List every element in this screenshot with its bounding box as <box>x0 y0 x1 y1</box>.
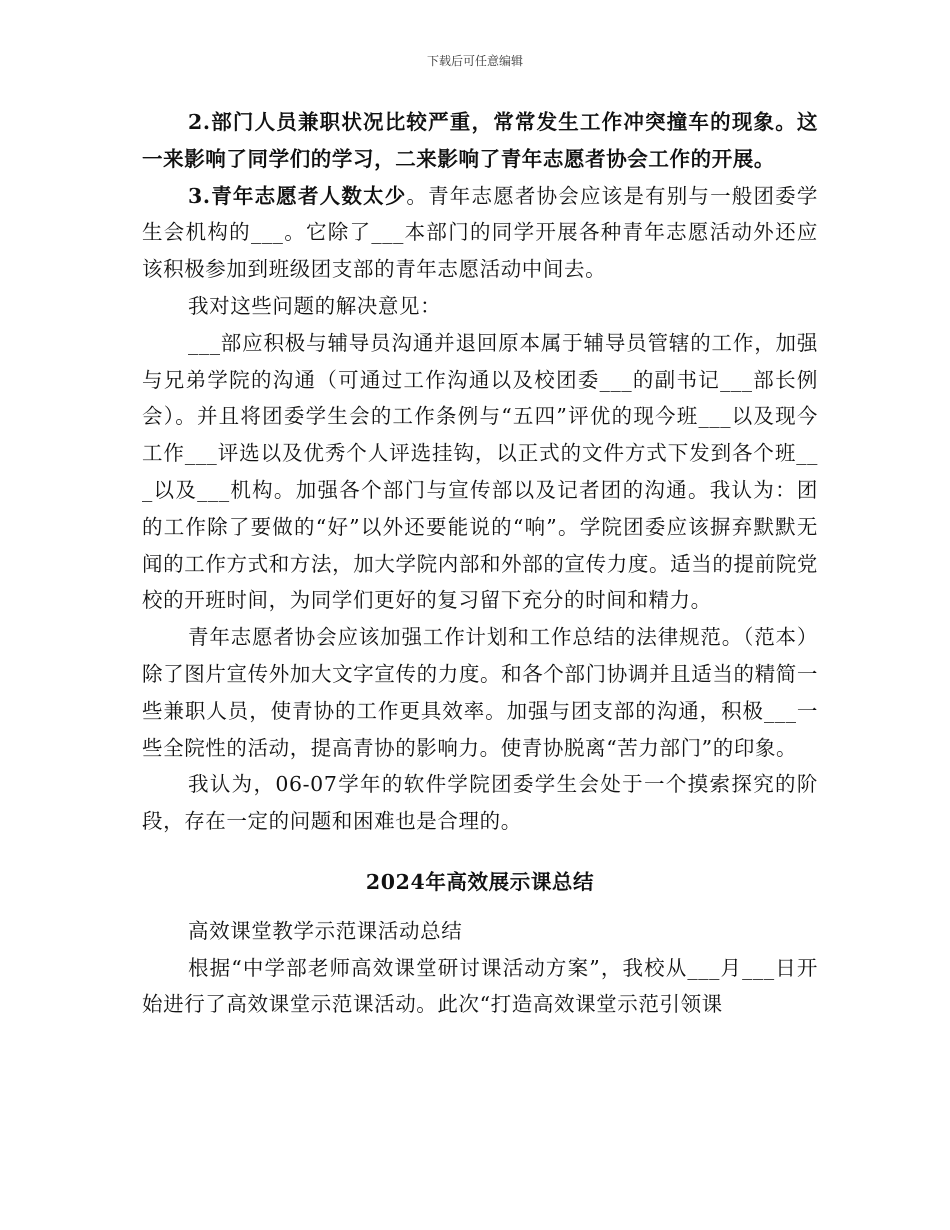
paragraph-problem-3-text: 。青年志愿者协会应该是有别与一般团委学生会机构的___。它除了___本部门的同学开展各种青年志愿活动外还应该积极参加到班级团支部的青年志愿活动中间去。 <box>142 183 818 282</box>
section-paragraph-1: 根据“中学部老师高效课堂研讨课活动方案”，我校从___月___日开始进行了高效课堂示范课活动。此次“打造高效课堂示范引领课 <box>142 955 818 1017</box>
paragraph-solutions-2: 青年志愿者协会应该加强工作计划和工作总结的法律规范。（范本）除了图片宣传外加大文字宣传的力度。和各个部门协调并且适当的精简一些兼职人员，使青协的工作更具效率。加强与团支部的沟通，积极___一些全院性的活动，提高青协的影响力。使青协脱离“苦力部门”的印象。 <box>142 625 818 760</box>
paragraph-solutions-intro: 我对这些问题的解决意见： <box>188 293 442 318</box>
section-subtitle: 高效课堂教学示范课活动总结 <box>188 918 463 943</box>
paragraph-solutions-1: ___部应积极与辅导员沟通并退回原本属于辅导员管辖的工作，加强与兄弟学院的沟通（可通过工作沟通以及校团委___的副书记___部长例会）。并且将团委学生会的工作条例与“五四”评优的现今班___以及现今工作___评选以及优秀个人评选挂钩，以正式的文件方式下发到各个班___以及___机构。加强各个部门与宣传部以及记者团的沟通。我认为：团的工作除了要做的“好”以外还要能说的“响”。学院团委应该摒弃默默无闻的工作方式和方法，加大学院内部和外部的宣传力度。适当的提前院党校的开班时间，为同学们更好的复习留下充分的时间和精力。 <box>142 330 818 613</box>
paragraph-problem-3 <box>142 178 818 288</box>
paragraph-conclusion: 我认为，06-07学年的软件学院团委学生会处于一个摸索探究的阶段，存在一定的问题和困难也是合理的。 <box>142 772 818 834</box>
paragraph-problem-3-heading: 3.青年志愿者人数太少 <box>188 183 407 208</box>
document-body <box>142 104 818 1023</box>
paragraph-problem-2: 2.部门人员兼职状况比较严重，常常发生工作冲突撞车的现象。这一来影响了同学们的学习，二来影响了青年志愿者协会工作的开展。 <box>142 110 818 171</box>
section-title: 2024年高效展示课总结 <box>365 869 595 894</box>
page-header-note: 下载后可任意编辑 <box>426 54 523 68</box>
